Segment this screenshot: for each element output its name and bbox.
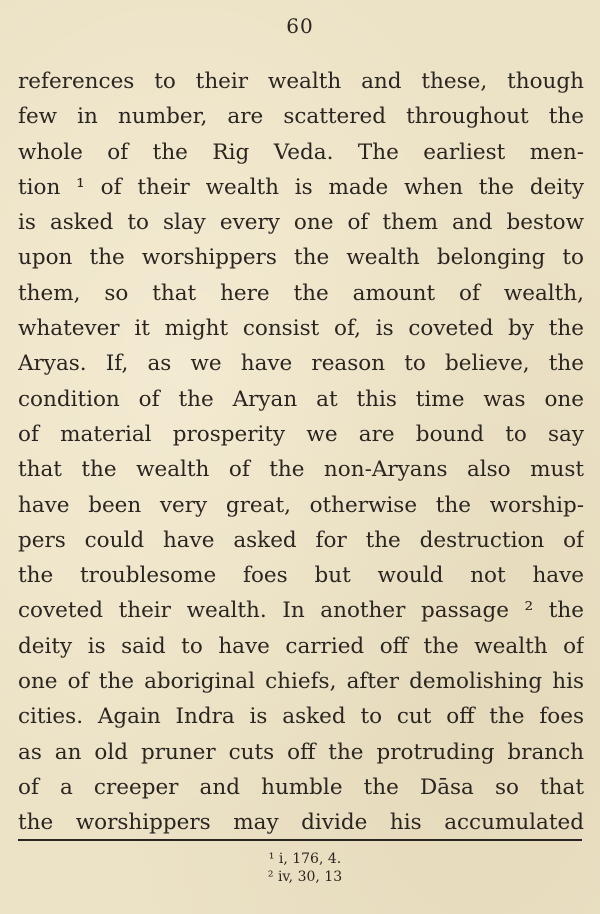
text-line: tion ¹ of their wealth is made when the deity [18,174,584,200]
text-line: as an old pruner cuts off the protruding branch [18,739,584,765]
text-line: upon the worshippers the wealth belonging to [18,245,584,271]
text-line: condition of the Aryan at this time was one [18,386,584,412]
text-line: the troublesome foes but would not have [18,563,584,589]
text-line: is asked to slay every one of them and bestow [18,210,584,236]
footnote-2: ² iv, 30, 13 [267,869,343,885]
text-line: of a creeper and humble the Dāsa so that [18,774,584,800]
text-line: have been very great, otherwise the worship- [18,492,584,518]
page-number: 60 [286,14,314,38]
footnote-divider [18,839,582,841]
text-line: of material prosperity we are bound to say [18,421,584,447]
text-line: the worshippers may divide his accumulated [18,810,584,836]
text-line: them, so that here the amount of wealth, [18,280,584,306]
footnote-1: ¹ i, 176, 4. [268,851,342,867]
text-line: Aryas. If, as we have reason to believe, the [18,351,584,377]
text-line: pers could have asked for the destruction of [18,527,584,553]
text-line: whole of the Rig Veda. The earliest men- [18,139,584,165]
text-line: coveted their wealth. In another passage ² the [18,598,584,624]
footnotes [0,850,600,886]
text-line: whatever it might consist of, is coveted by the [18,316,584,342]
text-line: that the wealth of the non-Aryans also must [18,457,584,483]
text-line: cities. Again Indra is asked to cut off the foes [18,704,584,730]
text-line: one of the aboriginal chiefs, after demolishing his [18,669,584,695]
text-line: references to their wealth and these, though [18,69,584,94]
text-line: deity is said to have carried off the wealth of [18,633,584,659]
text-line: few in number, are scattered throughout the [18,104,584,130]
body-text [18,64,584,841]
